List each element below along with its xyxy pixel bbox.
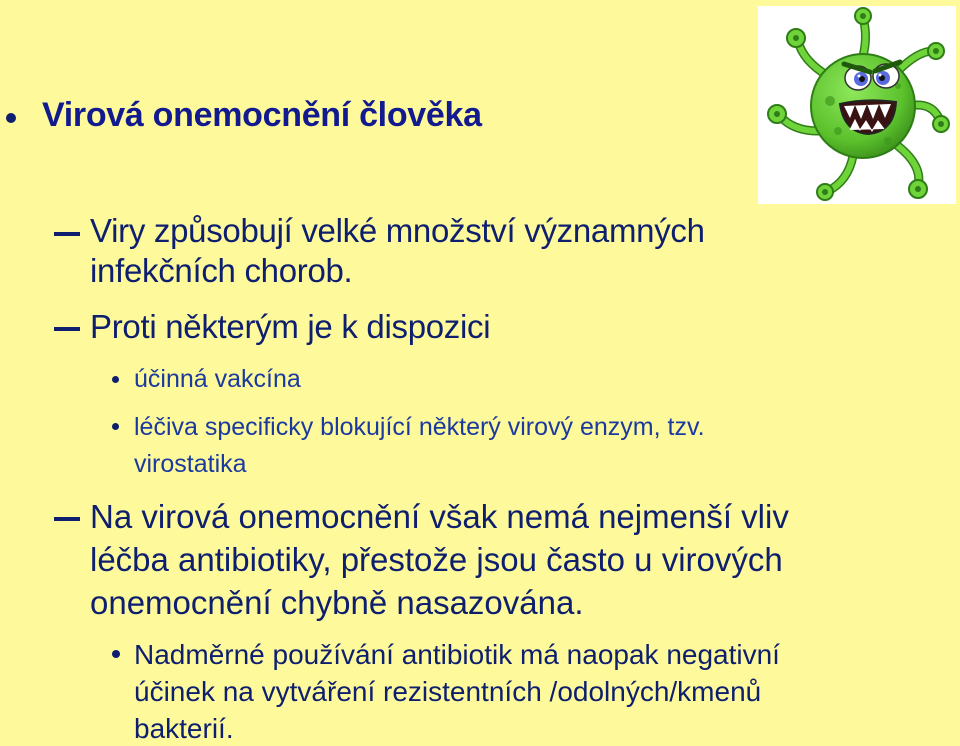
dash-bullet-1 — [54, 232, 80, 236]
title-bullet — [6, 113, 16, 123]
sub-item-1-text: účinná vakcína — [134, 365, 301, 393]
sub-item-2-line-1: léčiva specificky blokující některý virový enzym, tzv. — [134, 413, 705, 441]
item-1-line-1: Viry způsobují velké množství významných — [90, 212, 705, 249]
virus-cartoon-icon — [758, 6, 956, 204]
sub-item-3-line-2: účinek na vytváření rezistentních /odolných/kmenů — [134, 676, 762, 707]
item-3-line-2: léčba antibiotiky, přestože jsou často u virových — [90, 541, 783, 578]
item-2-line-1: Proti některým je k dispozici — [90, 308, 491, 345]
sub-bullet-2 — [112, 423, 119, 430]
sub-bullet-1 — [112, 376, 119, 383]
slide-title: Virová onemocnění člověka — [42, 96, 482, 134]
virus-illustration — [758, 6, 956, 204]
sub-item-3-line-3: bakterií. — [134, 713, 234, 744]
item-3-line-3: onemocnění chybně nasazována. — [90, 584, 584, 621]
dash-bullet-3 — [54, 517, 80, 521]
dash-bullet-2 — [54, 327, 80, 331]
sub-bullet-3 — [112, 650, 120, 658]
item-3-line-1: Na virová onemocnění však nemá nejmenší vliv — [90, 498, 789, 535]
sub-item-3-line-1: Nadměrné používání antibiotik má naopak negativní — [134, 639, 780, 670]
item-1-line-2: infekčních chorob. — [90, 252, 353, 289]
sub-item-2-line-2: virostatika — [134, 450, 247, 478]
